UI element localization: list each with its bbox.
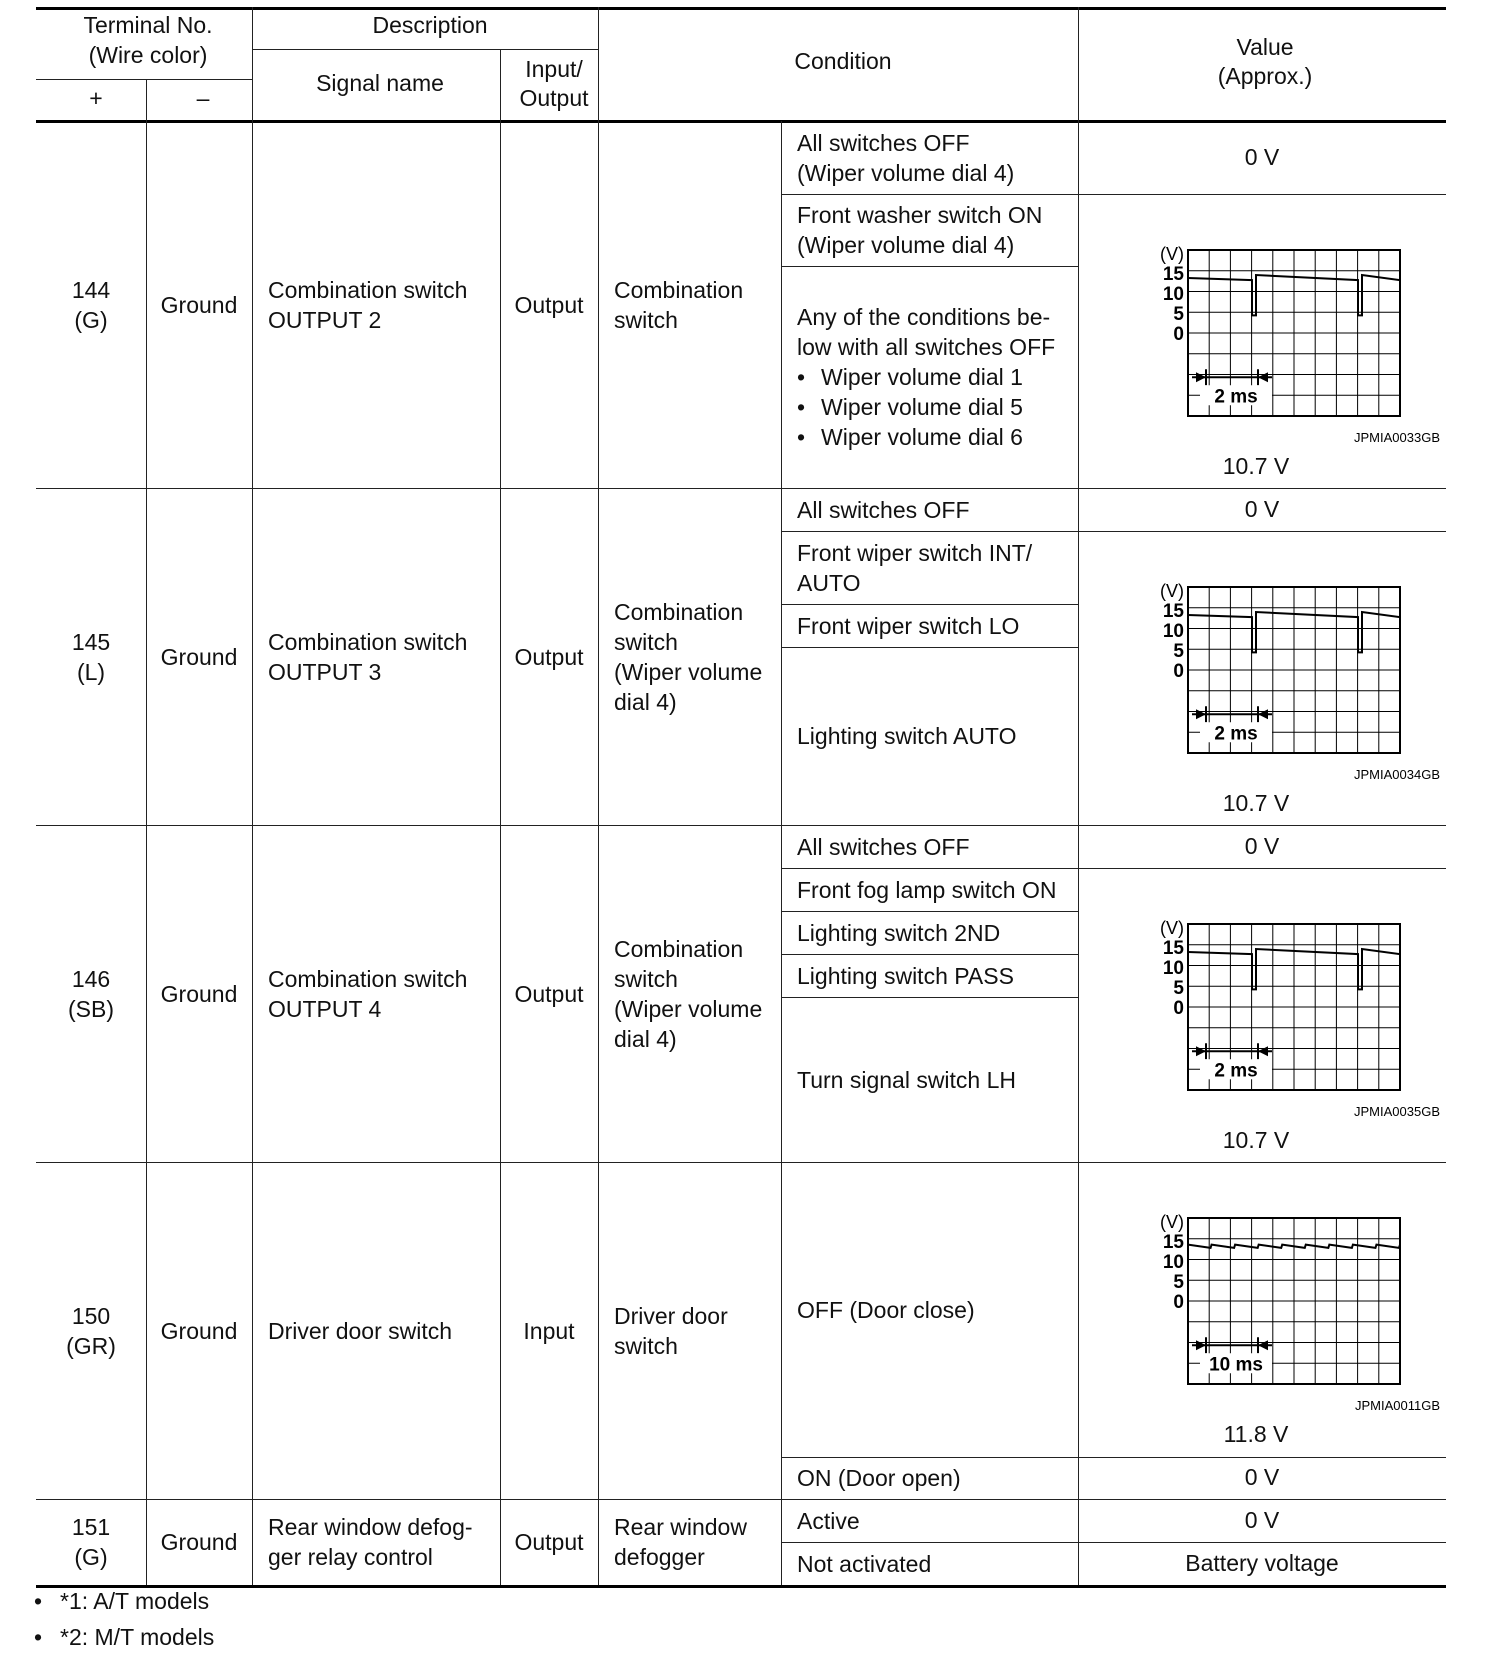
value-divider bbox=[1078, 868, 1446, 869]
condition-group: defogger bbox=[614, 1544, 705, 1570]
value-divider bbox=[1078, 194, 1446, 195]
figure-code: JPMIA0011GB bbox=[1354, 1398, 1440, 1413]
signal-name: Combination switch bbox=[268, 965, 468, 992]
footnote-mt-models: • *2: M/T models bbox=[60, 1622, 214, 1652]
wire-color: (SB) bbox=[68, 995, 114, 1022]
column-line bbox=[1078, 1162, 1079, 1499]
condition-group: switch bbox=[614, 628, 678, 655]
condition-text: Front washer switch ON bbox=[797, 202, 1043, 228]
terminal-number: 150 bbox=[71, 1302, 111, 1329]
waveform-figure bbox=[1106, 573, 1440, 788]
row-border bbox=[36, 488, 1446, 489]
waveform-y-tick: 10 bbox=[1162, 621, 1184, 642]
value-divider bbox=[1078, 531, 1446, 532]
column-line bbox=[500, 488, 501, 825]
signal-name: Driver door switch bbox=[268, 1317, 453, 1344]
waveform-y-tick: 5 bbox=[1173, 978, 1184, 999]
header-terminal-no: Terminal No. bbox=[83, 12, 213, 38]
waveform-y-tick: 0 bbox=[1173, 998, 1184, 1019]
signal-name: ger relay control bbox=[268, 1544, 433, 1570]
figure-code: JPMIA0035GB bbox=[1354, 1104, 1440, 1119]
condition-divider bbox=[781, 531, 1078, 532]
column-line bbox=[252, 1499, 253, 1585]
value-text: 0 V bbox=[1244, 495, 1280, 522]
header-description: Description bbox=[372, 12, 488, 38]
wire-color: (G) bbox=[74, 1544, 108, 1570]
ground-terminal: Ground bbox=[160, 291, 238, 318]
signal-name: OUTPUT 2 bbox=[268, 306, 382, 333]
signal-name: Rear window defog- bbox=[268, 1514, 473, 1540]
time-scale-label: 10 ms bbox=[1209, 1354, 1263, 1376]
condition-text: Not activated bbox=[797, 1550, 932, 1577]
waveform-y-tick: 5 bbox=[1173, 304, 1184, 325]
condition-divider bbox=[781, 604, 1078, 605]
waveform-y-tick: 10 bbox=[1162, 958, 1184, 979]
header-wire-color: (Wire color) bbox=[88, 42, 208, 68]
ground-terminal: Ground bbox=[160, 643, 238, 670]
column-line bbox=[1078, 488, 1079, 825]
input-output: Output bbox=[514, 291, 584, 318]
time-scale-label: 2 ms bbox=[1214, 723, 1258, 745]
row-border bbox=[36, 1499, 1446, 1500]
condition-group: (Wiper volume bbox=[614, 995, 763, 1022]
waveform-y-tick: 10 bbox=[1162, 284, 1184, 305]
condition-text: Front fog lamp switch ON bbox=[797, 876, 1057, 903]
condition-text: OFF (Door close) bbox=[797, 1296, 975, 1323]
terminal-number: 151 bbox=[71, 1514, 111, 1540]
header-output: Output bbox=[519, 85, 589, 111]
waveform-y-tick: 0 bbox=[1173, 324, 1184, 345]
column-line bbox=[781, 1162, 782, 1499]
header-vline-description bbox=[252, 7, 253, 121]
waveform-figure bbox=[1106, 1204, 1440, 1419]
header-vline-value bbox=[1078, 7, 1079, 121]
column-line bbox=[598, 825, 599, 1162]
waveform-value: 11.8 V bbox=[1223, 1421, 1289, 1447]
waveform-y-tick: 15 bbox=[1162, 938, 1184, 959]
column-line bbox=[781, 825, 782, 1162]
column-line bbox=[252, 825, 253, 1162]
ground-terminal: Ground bbox=[160, 1529, 238, 1555]
waveform-value: 10.7 V bbox=[1222, 453, 1290, 479]
column-line bbox=[146, 121, 147, 488]
time-scale-label: 2 ms bbox=[1214, 386, 1258, 408]
condition-bullet: • Wiper volume dial 5 bbox=[821, 392, 1023, 422]
signal-name: Combination switch bbox=[268, 276, 468, 303]
condition-group: switch bbox=[614, 965, 678, 992]
value-text: 0 V bbox=[1244, 1506, 1280, 1533]
condition-text: (Wiper volume dial 4) bbox=[797, 232, 1015, 258]
condition-text: Lighting switch 2ND bbox=[797, 919, 1001, 946]
waveform-y-unit: (V) bbox=[1160, 244, 1184, 264]
column-line bbox=[781, 488, 782, 825]
column-line bbox=[252, 121, 253, 488]
column-line bbox=[146, 488, 147, 825]
figure-code: JPMIA0034GB bbox=[1354, 767, 1440, 782]
column-line bbox=[500, 121, 501, 488]
wire-color: (L) bbox=[76, 658, 106, 685]
signal-name: OUTPUT 4 bbox=[268, 995, 382, 1022]
column-line bbox=[598, 121, 599, 488]
waveform-value: 10.7 V bbox=[1222, 1127, 1290, 1153]
condition-group: Driver door bbox=[614, 1302, 728, 1329]
column-line bbox=[598, 1162, 599, 1499]
terminal-number: 144 bbox=[71, 276, 111, 303]
row-border bbox=[36, 825, 1446, 826]
column-line bbox=[146, 1499, 147, 1585]
condition-group: (Wiper volume bbox=[614, 658, 763, 685]
input-output: Output bbox=[514, 643, 584, 670]
condition-text: (Wiper volume dial 4) bbox=[797, 159, 1015, 186]
header-vline-condition bbox=[598, 7, 599, 121]
ground-terminal: Ground bbox=[160, 1317, 238, 1344]
waveform-y-tick: 10 bbox=[1162, 1252, 1184, 1273]
condition-text: Front wiper switch INT/ bbox=[797, 539, 1033, 566]
condition-bullet: • Wiper volume dial 1 bbox=[821, 362, 1023, 392]
condition-divider bbox=[781, 868, 1078, 869]
wire-color: (GR) bbox=[66, 1332, 116, 1359]
value-text: 0 V bbox=[1244, 143, 1280, 170]
header-input: Input/ bbox=[525, 56, 583, 82]
column-line bbox=[1078, 825, 1079, 1162]
condition-text: low with all switches OFF bbox=[797, 334, 1056, 360]
condition-group: switch bbox=[614, 306, 678, 333]
terminal-number: 146 bbox=[71, 965, 111, 992]
condition-text: ON (Door open) bbox=[797, 1465, 961, 1491]
condition-text: AUTO bbox=[797, 569, 861, 596]
waveform-value: 10.7 V bbox=[1222, 790, 1290, 816]
figure-code: JPMIA0033GB bbox=[1354, 430, 1440, 445]
header-divider-terminal bbox=[36, 79, 252, 80]
condition-divider bbox=[781, 194, 1078, 195]
waveform-figure bbox=[1106, 236, 1440, 451]
column-line bbox=[598, 1499, 599, 1585]
row-border bbox=[36, 1162, 1446, 1163]
input-output: Output bbox=[514, 1529, 584, 1555]
condition-text: Active bbox=[797, 1507, 860, 1534]
header-vline-plus-minus bbox=[146, 79, 147, 121]
waveform-y-tick: 15 bbox=[1162, 264, 1184, 285]
value-divider bbox=[1078, 1457, 1446, 1458]
condition-divider bbox=[781, 1542, 1078, 1543]
condition-text: Turn signal switch LH bbox=[797, 1066, 1017, 1093]
column-line bbox=[1078, 121, 1079, 488]
top-border bbox=[36, 7, 1446, 10]
signal-name: OUTPUT 3 bbox=[268, 658, 382, 685]
column-line bbox=[252, 488, 253, 825]
condition-divider bbox=[781, 266, 1078, 267]
column-line bbox=[146, 825, 147, 1162]
input-output: Input bbox=[523, 1317, 575, 1344]
header-signal-name: Signal name bbox=[316, 70, 444, 96]
header-vline-io bbox=[500, 49, 501, 121]
header-value: Value bbox=[1236, 34, 1294, 60]
waveform-y-tick: 15 bbox=[1162, 1232, 1184, 1253]
waveform-y-tick: 15 bbox=[1162, 601, 1184, 622]
waveform-figure bbox=[1106, 910, 1440, 1125]
condition-group: dial 4) bbox=[614, 1025, 677, 1052]
input-output: Output bbox=[514, 980, 584, 1007]
condition-group: Combination bbox=[614, 598, 744, 625]
time-scale-label: 2 ms bbox=[1214, 1060, 1258, 1082]
waveform-y-tick: 0 bbox=[1173, 1292, 1184, 1313]
ground-terminal: Ground bbox=[160, 980, 238, 1007]
wire-color: (G) bbox=[74, 306, 108, 333]
value-text: Battery voltage bbox=[1185, 1549, 1339, 1576]
value-text: 0 V bbox=[1244, 1464, 1280, 1490]
condition-bullet: • Wiper volume dial 6 bbox=[821, 422, 1023, 452]
signal-name: Combination switch bbox=[268, 628, 468, 655]
waveform-y-unit: (V) bbox=[1160, 918, 1184, 938]
row-border bbox=[36, 1585, 1446, 1588]
header-divider-description bbox=[252, 49, 598, 50]
header-plus: + bbox=[89, 85, 103, 111]
condition-group: switch bbox=[614, 1332, 678, 1359]
column-line bbox=[146, 1162, 147, 1499]
header-condition: Condition bbox=[794, 48, 892, 74]
condition-divider bbox=[781, 1457, 1078, 1458]
condition-group: Combination bbox=[614, 935, 744, 962]
terminal-number: 145 bbox=[71, 628, 111, 655]
value-divider bbox=[1078, 1542, 1446, 1543]
condition-group: Rear window bbox=[614, 1514, 747, 1540]
column-line bbox=[252, 1162, 253, 1499]
column-line bbox=[781, 121, 782, 488]
waveform-y-tick: 0 bbox=[1173, 661, 1184, 682]
waveform-y-unit: (V) bbox=[1160, 1212, 1184, 1232]
value-text: 0 V bbox=[1244, 832, 1280, 859]
column-line bbox=[500, 1162, 501, 1499]
condition-group: dial 4) bbox=[614, 688, 677, 715]
header-bottom-border bbox=[36, 120, 1446, 123]
condition-text: Lighting switch PASS bbox=[797, 962, 1014, 989]
condition-text: Lighting switch AUTO bbox=[797, 723, 1017, 749]
condition-divider bbox=[781, 647, 1078, 648]
condition-divider bbox=[781, 954, 1078, 955]
waveform-y-tick: 5 bbox=[1173, 1272, 1184, 1293]
header-approx: (Approx.) bbox=[1217, 63, 1313, 89]
condition-text: All switches OFF bbox=[797, 129, 970, 156]
waveform-y-tick: 5 bbox=[1173, 641, 1184, 662]
footnote-at-models: • *1: A/T models bbox=[60, 1586, 209, 1616]
condition-text: All switches OFF bbox=[797, 496, 970, 523]
condition-text: Front wiper switch LO bbox=[797, 612, 1020, 639]
condition-group: Combination bbox=[614, 276, 744, 303]
waveform-y-unit: (V) bbox=[1160, 581, 1184, 601]
condition-divider bbox=[781, 997, 1078, 998]
column-line bbox=[500, 1499, 501, 1585]
condition-text: All switches OFF bbox=[797, 833, 970, 860]
header-minus: – bbox=[196, 85, 210, 111]
condition-divider bbox=[781, 911, 1078, 912]
column-line bbox=[500, 825, 501, 1162]
condition-text: Any of the conditions be- bbox=[797, 304, 1051, 330]
column-line bbox=[598, 488, 599, 825]
